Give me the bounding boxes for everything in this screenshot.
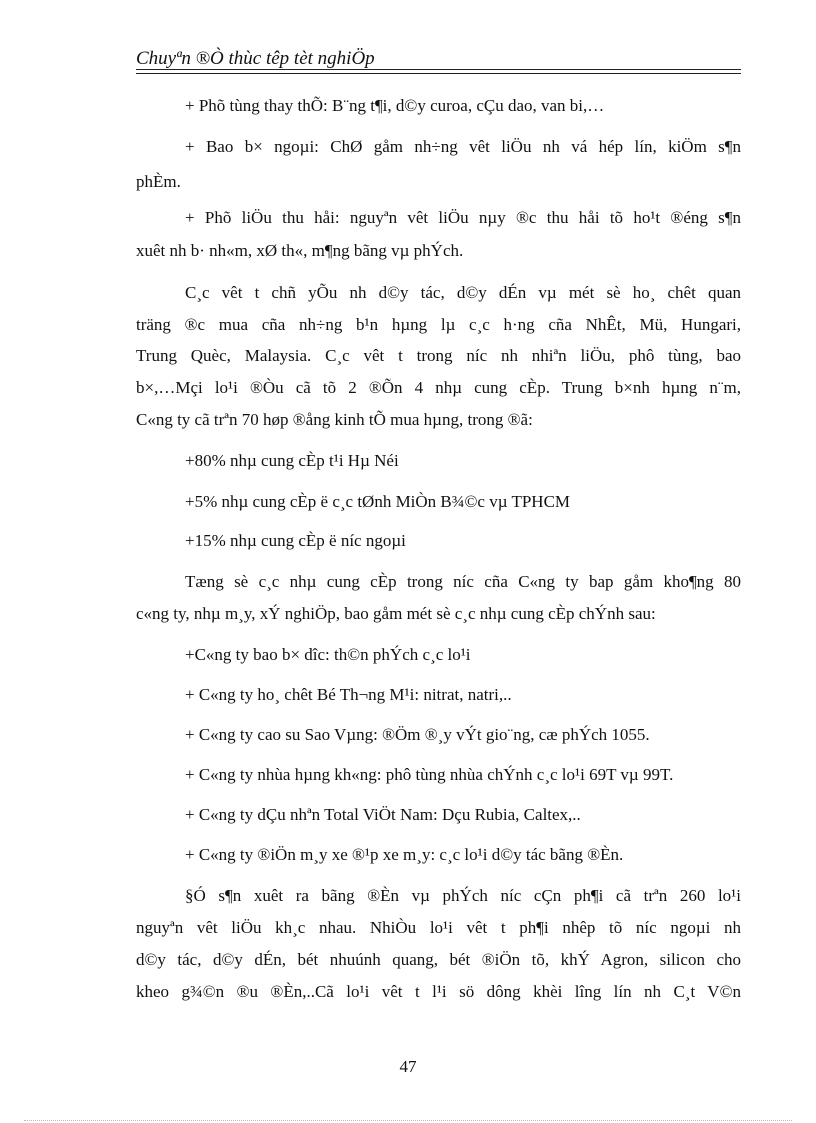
text-line: b×,…Mçi lo¹i ®Òu cã tõ 2 ®Õn 4 nhµ cung cÈp. Trung b×nh hµng n¨m, bbox=[136, 378, 741, 397]
text-line: +C«ng ty bao b× dîc: th©n phÝch c¸c lo¹i bbox=[185, 645, 471, 664]
text-line: C«ng ty cã trªn 70 høp ®ång kinh tÕ mua hµng, trong ®ã: bbox=[136, 410, 533, 429]
text-line: Tæng sè c¸c nhµ cung cÈp trong níc cña C«ng ty bap gåm kho¶ng 80 bbox=[185, 572, 741, 591]
text-line: kheo g¾©n ®u ®Èn,..Cã lo¹i vêt t l¹i sö dông khèi lîng lín nh C¸t V©n bbox=[136, 982, 741, 1001]
text-line: + C«ng ty ho¸ chêt Bé Th¬ng M¹i: nitrat, natri,.. bbox=[185, 685, 512, 704]
text-line: + Phõ tùng thay thÕ: B¨ng t¶i, d©y curoa, cÇu dao, van bi,… bbox=[185, 96, 605, 115]
header-rule-top bbox=[136, 69, 741, 70]
text-line: +5% nhµ cung cÈp ë c¸c tØnh MiÒn B¾©c vµ TPHCM bbox=[185, 492, 571, 511]
text-line: +80% nhµ cung cÈp t¹i Hµ Néi bbox=[185, 451, 399, 470]
header-rule-bottom bbox=[136, 73, 741, 74]
text-line: nguyªn vêt liÖu kh¸c nhau. NhiÒu lo¹i vêt t ph¶i nhêp tõ níc ngoµi nh bbox=[136, 918, 741, 937]
text-line: c«ng ty, nhµ m¸y, xÝ nghiÖp, bao gåm mét sè c¸c nhµ cung cÈp chÝnh sau: bbox=[136, 604, 656, 623]
text-line: träng ®c mua cña nh÷ng b¹n hµng lµ c¸c h·ng cña NhÊt, Mü, Hungari, bbox=[136, 315, 741, 334]
text-line: + Bao b× ngoµi: ChØ gåm nh÷ng vêt liÖu nh vá hép lín, kiÖm s¶n bbox=[185, 137, 741, 156]
text-line: +15% nhµ cung cÈp ë níc ngoµi bbox=[185, 531, 406, 550]
text-line: xuêt nh b· nh«m, xØ th«, m¶ng bãng vµ phÝch. bbox=[136, 241, 464, 260]
text-line: phÈm. bbox=[136, 172, 181, 191]
text-line: Trung Quèc, Malaysia. C¸c vêt t trong níc nh nhiªn liÖu, phô tùng, bao bbox=[136, 346, 741, 365]
text-line: + Phõ liÖu thu håi: nguyªn vêt liÖu nµy ®c thu håi tõ ho¹t ®éng s¶n bbox=[185, 208, 741, 227]
header-title: Chuyªn ®Ò thùc têp tèt nghiÖp bbox=[136, 48, 375, 69]
text-line: + C«ng ty nhùa hµng kh«ng: phô tùng nhùa chÝnh c¸c lo¹i 69T vµ 99T. bbox=[185, 765, 674, 784]
text-line: C¸c vêt t chñ yÕu nh d©y tác, d©y dÉn vµ mét sè ho¸ chêt quan bbox=[185, 283, 741, 302]
text-line: + C«ng ty ®iÖn m¸y xe ®¹p xe m¸y: c¸c lo¹i d©y tác bãng ®Èn. bbox=[185, 845, 624, 864]
page-bottom-divider bbox=[24, 1120, 792, 1121]
page-number: 47 bbox=[399, 1057, 417, 1076]
text-line: §Ó s¶n xuêt ra bãng ®Èn vµ phÝch níc cÇn ph¶i cã trªn 260 lo¹i bbox=[185, 886, 741, 905]
text-line: d©y tác, d©y dÉn, bét nhuúnh quang, bét ®iÖn tõ, khÝ Agron, silicon cho bbox=[136, 950, 741, 969]
text-line: + C«ng ty dÇu nhªn Total ViÖt Nam: Dçu Rubia, Caltex,.. bbox=[185, 805, 581, 824]
text-line: + C«ng ty cao su Sao Vµng: ®Öm ®¸y vÝt gio¨ng, cæ phÝch 1055. bbox=[185, 725, 650, 744]
